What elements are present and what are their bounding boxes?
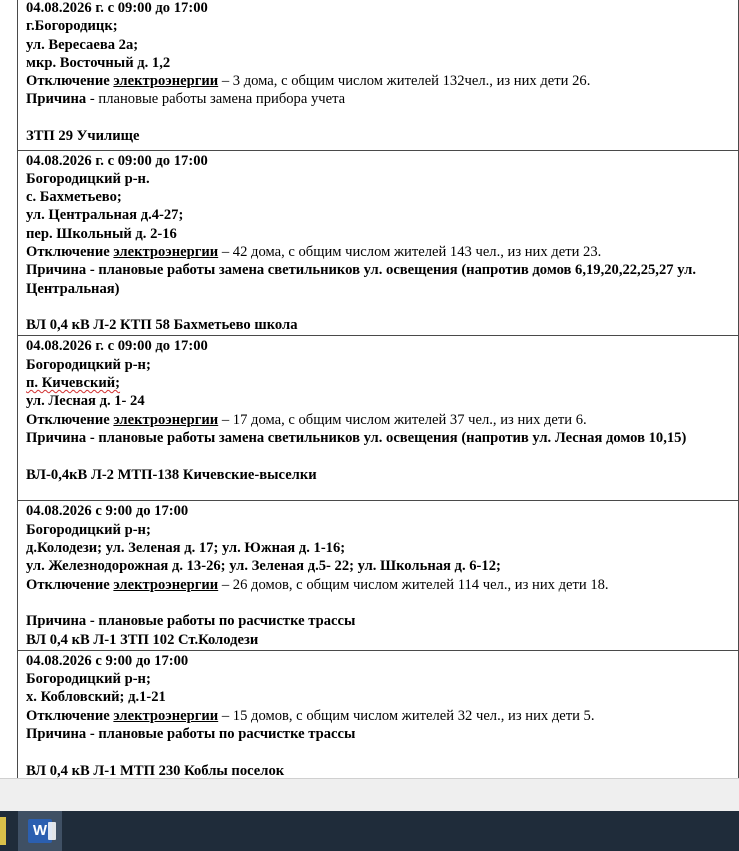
outage-label: Отключение — [26, 73, 110, 90]
outage-line — [26, 72, 738, 90]
outage-table — [17, 0, 739, 778]
location-line: ул. Центральная д.4-27; — [26, 207, 184, 224]
outage-text: – 42 дома, с общим числом жителей 143 чел., из них дети 23. — [218, 243, 602, 260]
outage-word: электроэнергии — [113, 707, 219, 724]
blank-line — [26, 447, 738, 465]
table-row — [18, 150, 739, 336]
reason-text: - плановые работы по расчистке трассы — [86, 613, 356, 630]
outage-word: электроэнергии — [113, 411, 219, 428]
location-line: х. Кобловский; д.1-21 — [26, 689, 166, 706]
outage-word: электроэнергии — [113, 243, 219, 260]
reason-text: - плановые работы замена прибора учета — [86, 91, 346, 108]
location-line: ул. Лесная д. 1- 24 — [26, 393, 145, 410]
location-line: мкр. Восточный д. 1,2 — [26, 54, 171, 71]
table-cell[interactable] — [18, 336, 739, 501]
location-line: с. Бахметьево; — [26, 189, 122, 206]
blank-line — [26, 109, 738, 127]
outage-label: Отключение — [26, 243, 110, 260]
reason-label: Причина — [26, 429, 87, 446]
window-bottom-area — [0, 778, 739, 812]
reason-line — [26, 90, 738, 108]
outage-line — [26, 576, 738, 594]
location-line: ул. Вересаева 2а; — [26, 36, 139, 53]
outage-text: – 15 домов, с общим числом жителей 32 чел., из них дети 5. — [218, 707, 595, 724]
table-row — [18, 650, 739, 778]
block-header: 04.08.2026 г. с 09:00 до 17:00 — [26, 152, 208, 169]
power-line-name: ВЛ-0,4кВ Л-2 МТП-138 Кичевские-выселки — [26, 466, 317, 483]
word-app-icon: W — [28, 819, 52, 843]
reason-label: Причина — [26, 726, 87, 743]
table-cell[interactable] — [18, 0, 739, 150]
blank-line — [26, 298, 738, 316]
reason-text: - плановые работы по расчистке трассы — [86, 726, 356, 743]
reason-line — [26, 725, 738, 743]
table-cell[interactable] — [18, 501, 739, 650]
reason-line — [26, 261, 738, 298]
taskbar-app-edge[interactable] — [0, 817, 6, 845]
table-row — [18, 0, 739, 150]
reason-label: Причина — [26, 91, 87, 108]
reason-label: Причина — [26, 262, 87, 279]
table-row — [18, 501, 739, 650]
block-header: 04.08.2026 с 9:00 до 17:00 — [26, 652, 189, 669]
outage-word: электроэнергии — [113, 576, 219, 593]
word-taskbar-button[interactable] — [18, 811, 62, 851]
location-line: Богородицкий р-н; — [26, 521, 151, 538]
block-header: 04.08.2026 г. с 09:00 до 17:00 — [26, 0, 208, 16]
reason-line — [26, 612, 738, 630]
reason-text: - плановые работы замена светильников ул. освещения (напротив домов 6,19,20,22,25,27 ул. Центральная) — [26, 262, 696, 297]
outage-text: – 3 дома, с общим числом жителей 132чел., из них дети 26. — [218, 73, 591, 90]
location-line: г.Богородицк; — [26, 18, 118, 35]
outage-line — [26, 707, 738, 725]
outage-label: Отключение — [26, 411, 110, 428]
location-line: д.Колодези; ул. Зеленая д. 17; ул. Южная д. 1-16; — [26, 540, 346, 557]
outage-text: – 17 дома, с общим числом жителей 37 чел., из них дети 6. — [218, 411, 587, 428]
table-cell[interactable] — [18, 650, 739, 778]
location-line: пер. Школьный д. 2-16 — [26, 225, 177, 242]
location-line: ул. Железнодорожная д. 13-26; ул. Зеленая д.5- 22; ул. Школьная д. 6-12; — [26, 558, 501, 575]
location-line: Богородицкий р-н; — [26, 356, 151, 373]
outage-line — [26, 243, 738, 261]
blank-line — [26, 743, 738, 761]
location-line: Богородицкий р-н; — [26, 671, 151, 688]
outage-label: Отключение — [26, 576, 110, 593]
outage-text: – 26 домов, с общим числом жителей 114 чел., из них дети 18. — [218, 576, 609, 593]
location-line: п. Кичевский; — [26, 375, 121, 392]
power-line-name: ЗТП 29 Училище — [26, 128, 140, 145]
outage-word: электроэнергии — [113, 73, 219, 90]
block-header: 04.08.2026 г. с 09:00 до 17:00 — [26, 338, 208, 355]
outage-line — [26, 411, 738, 429]
reason-line — [26, 429, 738, 447]
reason-label: Причина — [26, 613, 87, 630]
table-row — [18, 336, 739, 501]
taskbar — [0, 811, 739, 851]
location-line: Богородицкий р-н. — [26, 170, 150, 187]
outage-label: Отключение — [26, 707, 110, 724]
power-line-name: ВЛ 0,4 кВ Л-2 КТП 58 Бахметьево школа — [26, 317, 298, 334]
block-header: 04.08.2026 с 9:00 до 17:00 — [26, 503, 189, 520]
power-line-name: ВЛ 0,4 кВ Л-1 МТП 230 Коблы поселок — [26, 762, 285, 778]
reason-text: - плановые работы замена светильников ул. освещения (напротив ул. Лесная домов 10,15) — [86, 429, 687, 446]
table-cell[interactable] — [18, 150, 739, 336]
power-line-name: ВЛ 0,4 кВ Л-1 ЗТП 102 Ст.Колодези — [26, 631, 259, 648]
blank-line — [26, 594, 738, 612]
